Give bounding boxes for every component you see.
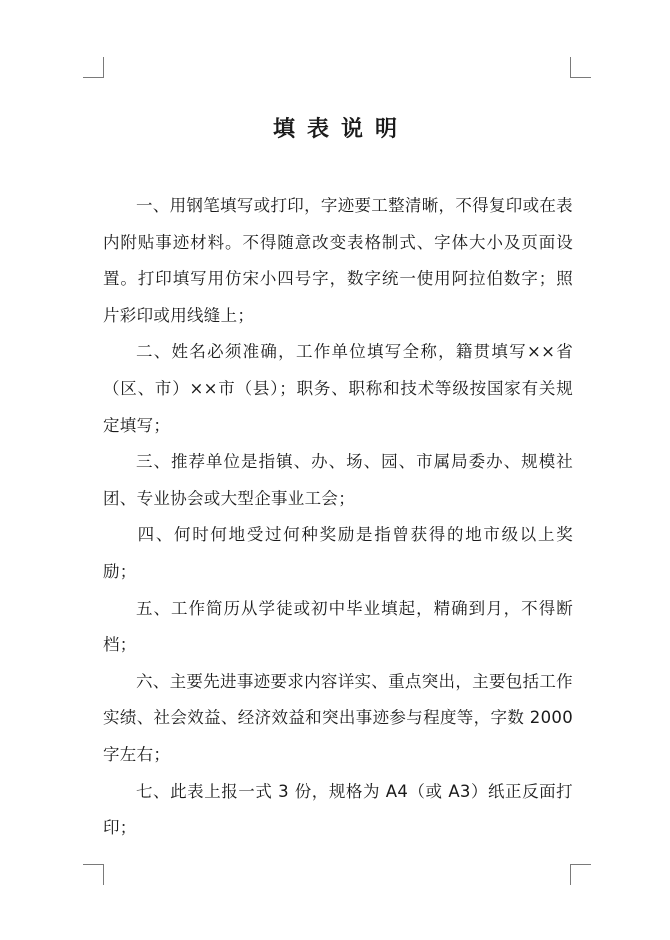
instruction-paragraph-3: 三、推荐单位是指镇、办、场、园、市属局委办、规模社团、专业协会或大型企事业工会； xyxy=(103,452,573,508)
instruction-paragraph-2: 二、姓名必须准确，工作单位填写全称，籍贯填写××省（区、市）××市（县）；职务、职称和技术等级按国家有关规定填写； xyxy=(103,342,573,435)
instruction-paragraph-1: 一、用钢笔填写或打印，字迹要工整清晰，不得复印或在表内附贴事迹材料。不得随意改变表格制式、字体大小及页面设置。打印填写用仿宋小四号字，数字统一使用阿拉伯数字；照片彩印或用线缝上； xyxy=(103,196,573,325)
page-title: 填表说明 xyxy=(272,117,409,142)
instruction-paragraph-5: 五、工作简历从学徒或初中毕业填起，精确到月，不得断档； xyxy=(103,598,573,655)
crop-mark-top-left xyxy=(83,57,104,78)
crop-mark-top-right xyxy=(570,57,591,78)
crop-mark-bottom-left xyxy=(83,864,104,885)
instruction-paragraph-4: 四、何时何地受过何种奖励是指曾获得的地市级以上奖励； xyxy=(103,525,573,581)
crop-mark-bottom-right xyxy=(570,864,591,885)
instructions-body xyxy=(103,188,573,847)
instruction-paragraph-7: 七、此表上报一式 3 份，规格为 A4（或 A3）纸正反面打印； xyxy=(103,781,573,838)
instruction-paragraph-6: 六、主要先进事迹要求内容详实、重点突出，主要包括工作实绩、社会效益、经济效益和突出事迹参与程度等，字数 2000 字左右； xyxy=(103,671,573,764)
